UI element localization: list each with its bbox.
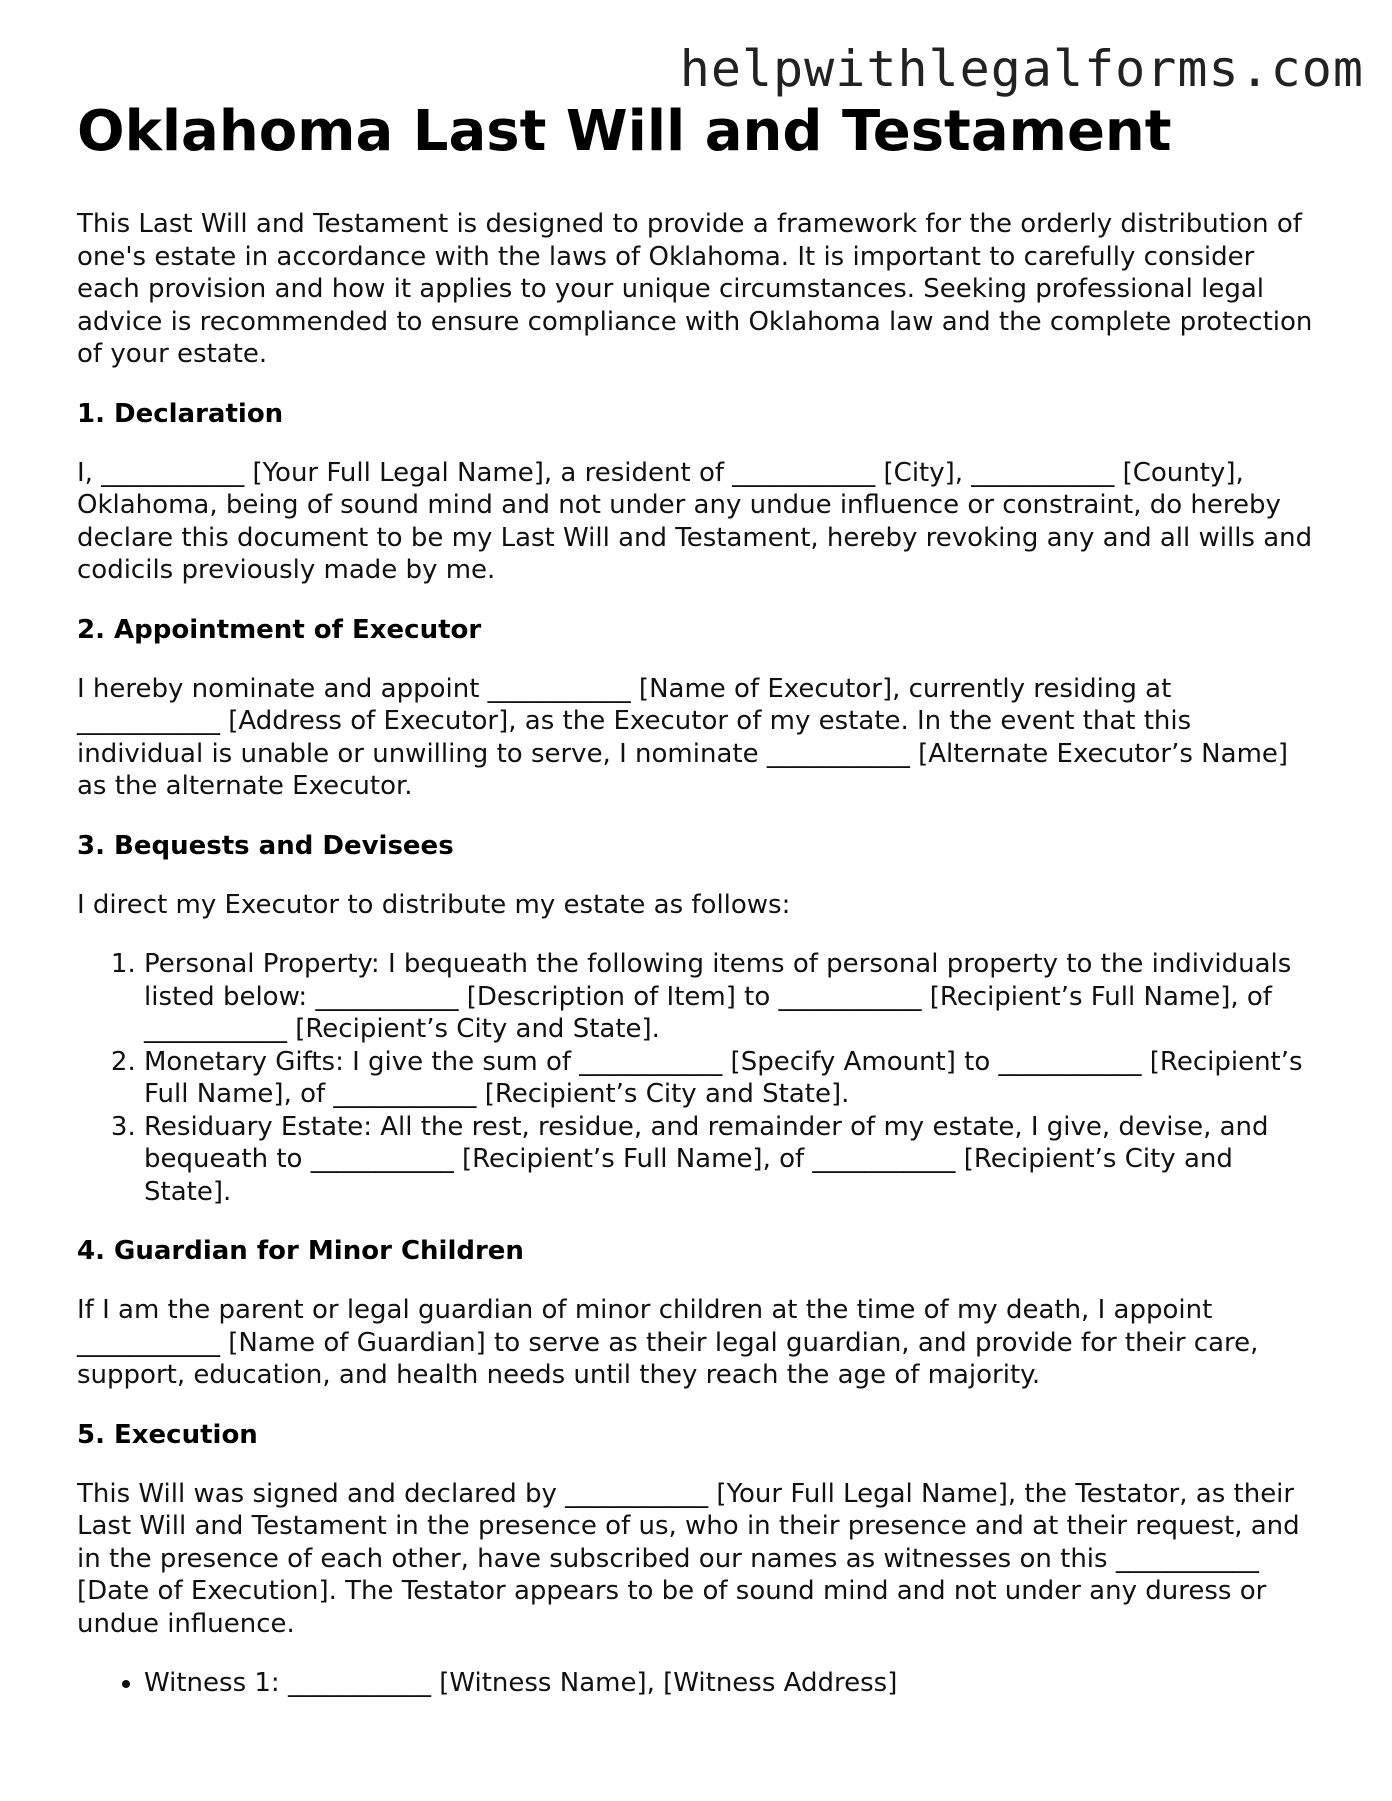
section-heading-executor: 2. Appointment of Executor — [77, 614, 482, 645]
list-item: 2. Monetary Gifts: I give the sum of ___________ [Specify Amount] to ___________ [Recipient’s Full Name], of ___________ [Recipient’s City and State]. — [144, 1046, 1317, 1111]
declaration-paragraph: I, ___________ [Your Full Legal Name], a resident of ___________ [City], ___________ [County], Oklahoma, being of sound mind and not under any undue influence or constraint, do hereby declare this document to be my Last Will and Testament, hereby revoking any and all wills and codicils previously made by me. — [77, 457, 1313, 585]
execution-paragraph: This Will was signed and declared by ___________ [Your Full Legal Name], the Testator, as their Last Will and Testament in the presence of us, who in their presence and at their request, and in the presence of each other, have subscribed our names as witnesses on this ___________ [Date of Execution]. The Testator appears to be of sound mind and not under any duress or undue influence. — [77, 1478, 1300, 1639]
list-item: 3. Residuary Estate: All the rest, residue, and remainder of my estate, I give, devise, and bequeath to ___________ [Recipient’s Full Name], of ___________ [Recipient’s City and State]. — [144, 1111, 1317, 1209]
section-heading-bequests: 3. Bequests and Devisees — [77, 830, 454, 861]
intro-paragraph: This Last Will and Testament is designed to provide a framework for the orderly distribution of one's estate in accordance with the laws of Oklahoma. It is important to carefully consider each provision and how it applies to your unique circumstances. Seeking professional legal advice is recommended to ensure compliance with Oklahoma law and the complete protection of your estate. — [77, 209, 1313, 369]
site-watermark: helpwithlegalforms.com — [679, 40, 1364, 98]
list-item: • Witness 1: ___________ [Witness Name], [Witness Address] — [144, 1667, 1317, 1700]
section-heading-guardian: 4. Guardian for Minor Children — [77, 1236, 524, 1266]
page-title: Oklahoma Last Will and Testament — [77, 99, 1172, 164]
guardian-paragraph: If I am the parent or legal guardian of minor children at the time of my death, I appoint ___________ [Name of Guardian] to serve as their legal guardian, and provide for their care, support, education, and health needs until they reach the age of majority. — [77, 1295, 1259, 1390]
witness-list — [77, 1667, 1317, 1700]
bequests-paragraph: I direct my Executor to distribute my estate as follows: — [77, 889, 791, 920]
section-heading-execution: 5. Execution — [77, 1419, 258, 1450]
section-heading-declaration: 1. Declaration — [77, 398, 284, 429]
document-body — [77, 96, 1317, 1727]
bequests-list — [77, 948, 1317, 1208]
executor-paragraph: I hereby nominate and appoint ___________ [Name of Executor], currently residing at ___________ [Address of Executor], as the Executor of my estate. In the event that this individual is unable or unwilling to serve, I nominate ___________ [Alternate Executor’s Name] as the alternate Executor. — [77, 673, 1289, 801]
list-item: 1. Personal Property: I bequeath the following items of personal property to the individuals listed below: ___________ [Description of Item] to ___________ [Recipient’s Full Name], of ___________ [Recipient’s City and State]. — [144, 948, 1317, 1046]
